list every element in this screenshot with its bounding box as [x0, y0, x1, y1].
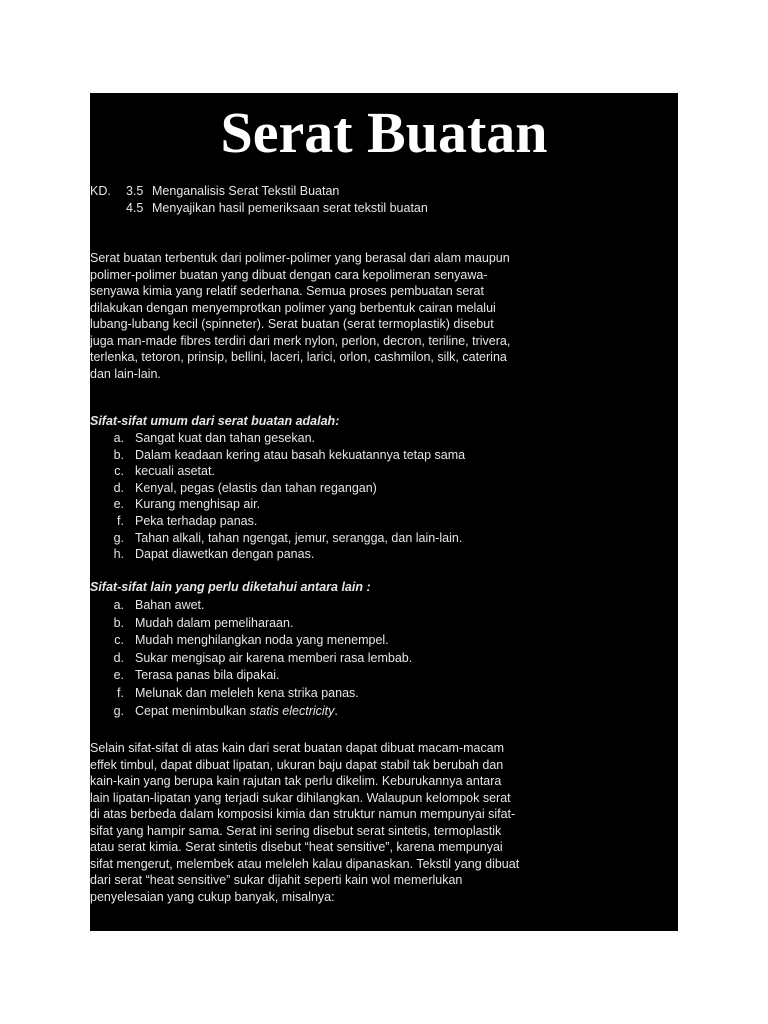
- list-item: [90, 650, 412, 668]
- list-marker: d.: [113, 480, 124, 495]
- list-item-text: Terasa panas bila dipakai.: [135, 668, 280, 683]
- list-item: [90, 632, 412, 650]
- list-item: [90, 615, 412, 633]
- list-item-text: Sukar mengisap air karena memberi rasa lembab.: [135, 650, 413, 665]
- list-item: [90, 685, 412, 703]
- list-item-text: Tahan alkali, tahan ngengat, jemur, serangga, dan lain-lain.: [135, 530, 463, 545]
- list-marker: b.: [113, 447, 124, 462]
- list-marker: c.: [114, 464, 124, 479]
- properties-list: [90, 430, 465, 563]
- list-marker: e.: [113, 497, 124, 512]
- list-marker: e.: [113, 668, 124, 683]
- document-page: [90, 93, 678, 931]
- list-marker: g.: [113, 703, 124, 718]
- list-marker: c.: [114, 633, 124, 648]
- competency-text: Menyajikan hasil pemeriksaan serat tekstil buatan: [152, 201, 428, 215]
- list-item-text: Peka terhadap panas.: [135, 513, 258, 528]
- list-marker: a.: [113, 431, 124, 445]
- list-marker: f.: [117, 685, 124, 700]
- list-item: [90, 496, 465, 513]
- list-item-text: Kurang menghisap air.: [135, 497, 261, 512]
- list-item-text: Kenyal, pegas (elastis dan tahan regangan): [135, 480, 377, 495]
- list-marker: h.: [113, 547, 124, 562]
- list-item: [90, 667, 412, 685]
- list-marker: f.: [117, 513, 124, 528]
- list-item-text: Bahan awet.: [135, 598, 205, 612]
- list-item-text: Melunak dan meleleh kena strika panas.: [135, 685, 359, 700]
- list-item: [90, 430, 465, 447]
- list-item-text: Mudah menghilangkan noda yang menempel.: [135, 633, 389, 648]
- list-item-text: kecuali asetat.: [135, 464, 215, 479]
- section-heading: Sifat-sifat umum dari serat buatan adalah:: [90, 414, 340, 428]
- list-marker: a.: [113, 598, 124, 612]
- list-item: [90, 530, 465, 547]
- list-marker: g.: [113, 530, 124, 545]
- list-item: [90, 463, 465, 480]
- other-properties-list: [90, 597, 412, 720]
- list-item: [90, 513, 465, 530]
- intro-paragraph: Serat buatan terbentuk dari polimer-polimer yang berasal dari alam maupun polimer-polimer buatan yang dibuat dengan cara kepolimeran senyawa-senyawa kimia yang relatif sederhana. Semua proses pembuatan serat dilakukan dengan menyemprotkan polimer yang berbentuk cairan melalui lubang-lubang kecil (spinneter). Serat buatan (serat termoplastik) disebut juga man-made fibres terdiri dari merk nylon, perlon, decron, teriline, trivera, terlenka, tetoron, prinsip, bellini, laceri, larici, orlon, cashmilon, silk, caterina dan lain-lain.: [90, 251, 511, 381]
- list-marker: b.: [113, 615, 124, 630]
- competency-prefix: KD.: [90, 184, 111, 198]
- list-item-text: [135, 703, 338, 721]
- list-marker: d.: [113, 650, 124, 665]
- competency-block: [90, 183, 510, 217]
- list-item: [90, 546, 465, 563]
- list-item-text-suffix: .: [334, 703, 338, 718]
- list-item: [90, 480, 465, 497]
- list-item: [90, 597, 412, 615]
- list-item-text: Dalam keadaan kering atau basah kekuatannya tetap sama: [135, 447, 466, 462]
- list-item: [90, 703, 412, 721]
- list-item-text: Sangat kuat dan tahan gesekan.: [135, 431, 316, 445]
- section-heading: Sifat-sifat lain yang perlu diketahui antara lain :: [90, 580, 371, 594]
- page-title: Serat Buatan: [220, 100, 548, 165]
- list-item-text: Mudah dalam pemeliharaan.: [135, 615, 294, 630]
- competency-row: [90, 200, 510, 217]
- competency-number: 4.5: [126, 201, 144, 215]
- competency-text: Menganalisis Serat Tekstil Buatan: [152, 184, 340, 198]
- list-item: [90, 447, 465, 464]
- list-item-text-part: Cepat menimbulkan: [135, 703, 250, 718]
- competency-row: [90, 183, 510, 200]
- closing-paragraph: Selain sifat-sifat di atas kain dari serat buatan dapat dibuat macam-macam effek timbul, dapat dibuat lipatan, ukuran baju dapat stabil tak berubah dan kain-kain yang berupa kain rajutan tak perlu dikelim. Keburukannya antara lain lipatan-lipatan yang terjadi sukar dihilangkan. Walaupun kelompok serat di atas berbeda dalam komposisi kimia dan struktur namun mempunyai sifat-sifat yang hampir sama. Serat ini sering disebut serat sintetis, termoplastik atau serat kimia. Serat sintetis disebut “heat sensitive”, karena mempunyai sifat mengerut, melembek atau meleleh kalau dipanaskan. Tekstil yang dibuat dari serat “heat sensitive” sukar dijahit seperti kain wol memerlukan penyelesaian yang cukup banyak, misalnya:: [90, 741, 520, 904]
- list-item-text: Dapat diawetkan dengan panas.: [135, 547, 315, 562]
- italic-term: statis electricity: [249, 703, 335, 718]
- competency-number: 3.5: [126, 184, 144, 198]
